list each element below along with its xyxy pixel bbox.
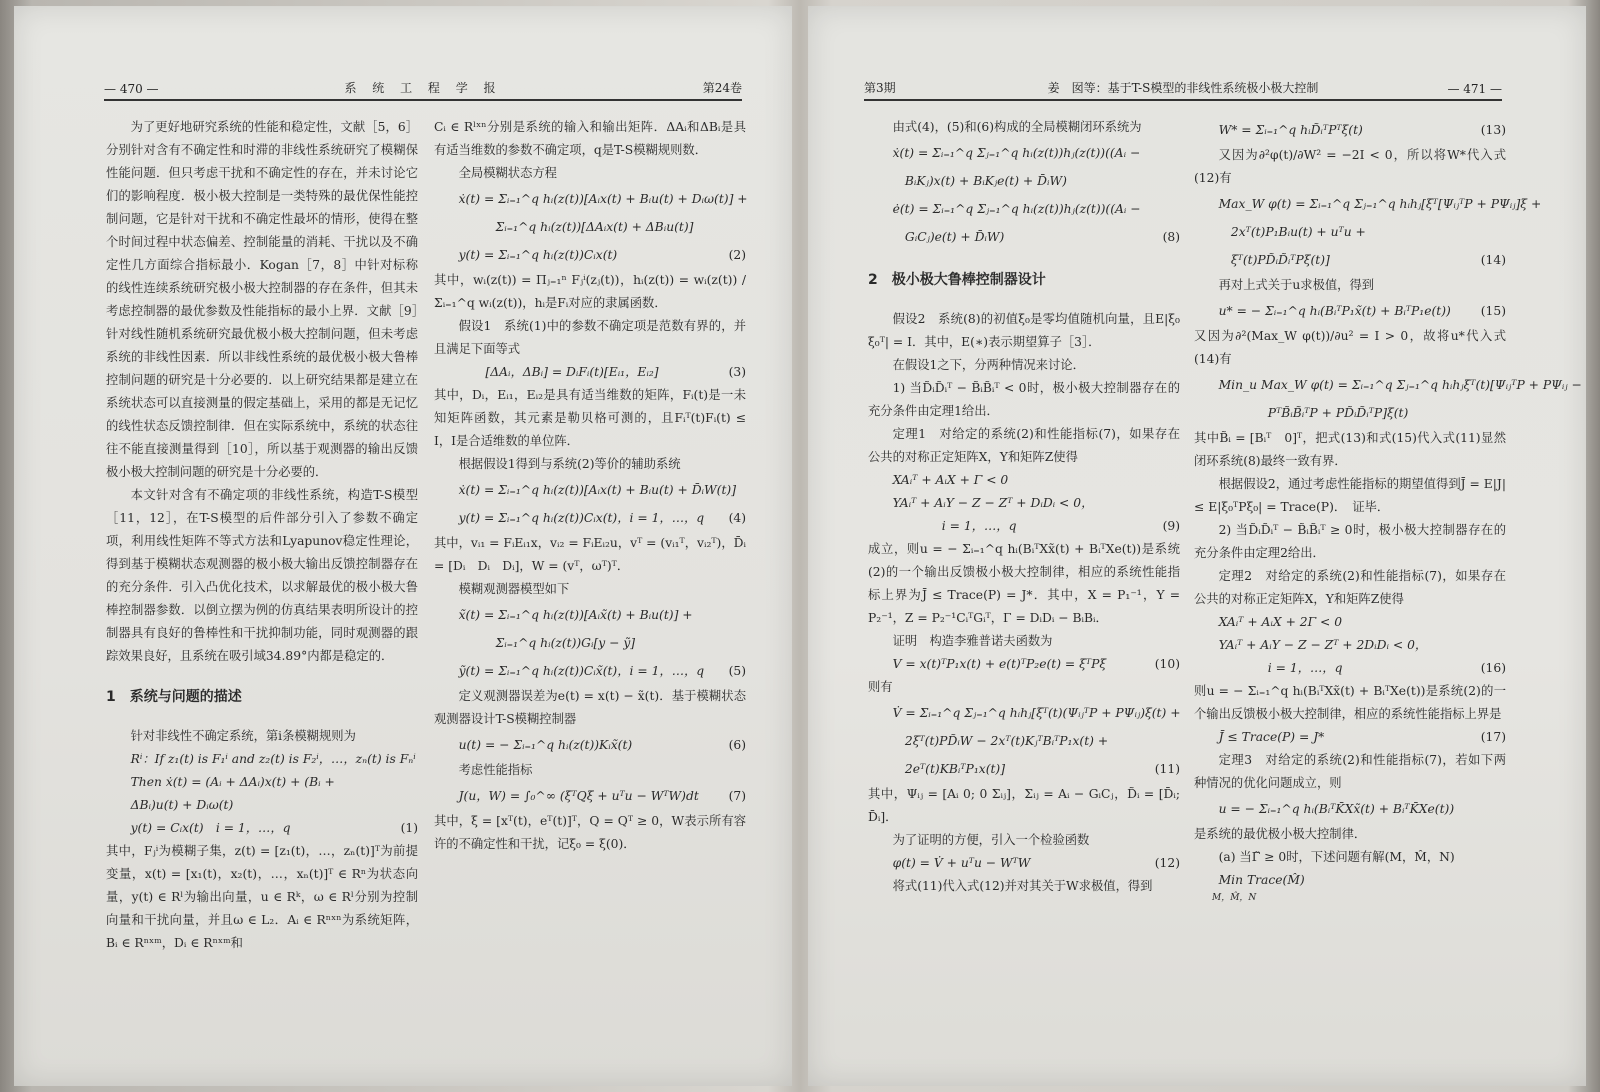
theorem: 定理3 对给定的系统(2)和性能指标(7)，若如下两种情况的优化问题成立，则 xyxy=(1194,753,1506,790)
equation: YAᵢᵀ + AᵢY − Z − Zᵀ + DᵢDᵢ < 0， xyxy=(892,496,1094,510)
paragraph: 1) 当D̃ᵢD̃ᵢᵀ − B̃ᵢB̃ᵢᵀ < 0时，极小极大控制器存在的充分条件由定理1给出． xyxy=(868,381,1180,418)
equation-body: W* = Σᵢ₌₁^q hᵢD̃ᵢᵀPᵀξ(t) xyxy=(1218,123,1363,137)
left-page-number: — 470 — xyxy=(104,82,159,96)
equation-body: y(t) = Σᵢ₌₁^q hᵢ(z(t))Cᵢx(t)，i = 1，…，q xyxy=(458,511,705,525)
equation-body: GᵢCⱼ)e(t) + D̄ᵢW) xyxy=(904,230,1005,244)
left-page-column-1 xyxy=(106,116,418,955)
equation-number: (9) xyxy=(1162,519,1180,533)
equation-body: φ(t) = V̇ + uᵀu − WᵀW xyxy=(892,856,1031,870)
paragraph: 成立，则u = − Σᵢ₌₁^q hᵢ(BᵢᵀXx̃(t) + BᵢᵀXe(t))是系统(2)的一个输出反馈极小极大控制律，相应的系统性能指标上界为J̄ ≤ Trace(P) = J*．其中，X = P₁⁻¹，Y = P₂⁻¹，Z = P₂⁻¹CᵢᵀGᵢᵀ，Γ = DᵢDᵢ − BᵢBᵢ． xyxy=(868,542,1180,625)
paragraph: 其中B̃ᵢ = [Bᵢᵀ 0]ᵀ，把式(13)和式(15)代入式(11)显然闭环系统(8)最终一致有界． xyxy=(1194,431,1506,468)
paragraph: 为了更好地研究系统的性能和稳定性，文献［5，6］分别针对含有不确定性和时滞的非线性系统研究了模糊保性能问题．但只考虑干扰和不确定性的存在，并未讨论它们的影响程度．极小极大控制是一类特殊的最优保性能控制问题，它是针对干扰和不确定性最坏的情形，使得在整个时间过程中状态偏差、控制能量的消耗、干扰以及不确定性几方面综合指标最小．Kogan［7，8］中针对标称的线性连续系统研究极小极大控制器的存在条件，但其未考虑控制器的最优参数及性能指标的最小上界．文献［9］针对线性随机系统研究最优极小极大控制问题，但未考虑系统的非线性因素．所以非线性系统的最优极小极大鲁棒控制问题的研究是十分必要的．以上研究结果都是建立在系统状态可以直接测量的假定基础上，采用的都是无记忆的线性状态反馈控制律．但在实际系统中，系统的状态往往不能直接测量得到［10］，所以基于观测器的输出反馈极小极大控制问题的研究是十分必要的． xyxy=(106,120,418,479)
equation-body: y(t) = Σᵢ₌₁^q hᵢ(z(t))Cᵢx(t) xyxy=(458,248,618,262)
paragraph: 根据假设1得到与系统(2)等价的辅助系统 xyxy=(458,457,681,471)
right-page-column-1 xyxy=(868,116,1193,898)
paragraph: 根据假设2，通过考虑性能指标的期望值得到J̄ = E|J| ≤ E|ξ₀ᵀPξ₀| = Trace(P)． 证毕． xyxy=(1194,477,1506,514)
equation-body: V = x(t)ᵀP₁x(t) + e(t)ᵀP₂e(t) = ξᵀPξ xyxy=(892,657,1107,671)
equation: XAᵢᵀ + AᵢX + Γ < 0 xyxy=(892,473,1009,487)
right-page-column-2 xyxy=(1194,116,1582,904)
equation-body: u* = − Σᵢ₌₁^q hᵢ(BᵢᵀP₁x̃(t) + BᵢᵀP₁e(t)) xyxy=(1218,304,1451,318)
volume-label: 第24卷 xyxy=(702,81,742,95)
equation-body: y(t) = Cᵢx(t) i = 1，…，q xyxy=(130,821,291,835)
equation: XAᵢᵀ + AᵢX + 2Γ < 0 xyxy=(1218,615,1343,629)
right-page-number: — 471 — xyxy=(1447,82,1502,96)
paragraph: 其中，vᵢ₁ = FᵢEᵢ₁x，vᵢ₂ = FᵢEᵢ₂u，vᵀ = (vᵢ₁ᵀ，vᵢ₂ᵀ)，D̄ᵢ = [Dᵢ Dᵢ Dᵢ]，W = (vᵀ，ωᵀ)ᵀ． xyxy=(434,536,746,573)
equation-body: i = 1，…，q xyxy=(1267,661,1343,675)
equation-body: J̄ ≤ Trace(P) = J* xyxy=(1218,730,1325,744)
equation xyxy=(1194,297,1506,325)
paragraph: 则u = − Σᵢ₌₁^q hᵢ(BᵢᵀXx̃(t) + BᵢᵀXe(t))是系统(2)的一个输出反馈极小极大控制律，相应的系统性能指标上界是 xyxy=(1194,684,1506,721)
equation-number: (13) xyxy=(1480,123,1506,137)
left-page-column-2 xyxy=(434,116,746,856)
equation-number: (14) xyxy=(1480,253,1506,267)
paragraph: 定义观测器误差为e(t) = x(t) − x̃(t)．基于模糊状态观测器设计T-S模糊控制器 xyxy=(434,689,746,726)
equation xyxy=(434,731,746,759)
left-running-header xyxy=(104,78,742,101)
equation xyxy=(1194,726,1506,749)
equation-number: (12) xyxy=(1154,856,1180,870)
equation xyxy=(868,653,1180,676)
equation-number: (16) xyxy=(1480,661,1506,675)
paragraph: 2) 当D̃ᵢD̃ᵢᵀ − B̃ᵢB̃ᵢᵀ ≥ 0时，极小极大控制器存在的充分条件由定理2给出． xyxy=(1194,523,1506,560)
equation-body: J(u，W) = ∫₀^∞ (ξᵀQξ + uᵀu − WᵀW)dt xyxy=(458,789,699,803)
paragraph: 模糊观测器模型如下 xyxy=(458,582,570,596)
equation: YAᵢᵀ + AᵢY − Z − Zᵀ + 2DᵢDᵢ < 0， xyxy=(1218,638,1428,652)
equation xyxy=(106,817,418,840)
equation-body: [ΔAᵢ，ΔBᵢ] = DᵢFᵢ(t)[Eᵢ₁，Eᵢ₂] xyxy=(485,365,659,379)
equation xyxy=(1194,116,1506,144)
equation-number: (15) xyxy=(1480,304,1506,318)
equation: ẋ(t) = Σᵢ₌₁^q hᵢ(z(t))[Aᵢx(t) + Bᵢu(t) + Dᵢω(t)] + xyxy=(458,192,748,206)
equation-number: (3) xyxy=(728,365,746,379)
paragraph: 其中，Dᵢ，Eᵢ₁，Eᵢ₂是具有适当维数的矩阵，Fᵢ(t)是一未知矩阵函数，其元素是勒贝格可测的，且Fᵢᵀ(t)Fᵢ(t) ≤ I，I是合适维数的单位阵． xyxy=(434,388,746,448)
equation: BᵢKⱼ)x(t) + BᵢKⱼe(t) + D̄ᵢW) xyxy=(904,174,1067,188)
paragraph: 为了证明的方便，引入一个检验函数 xyxy=(892,833,1090,847)
theorem: 定理1 对给定的系统(2)和性能指标(7)，如果存在公共的对称正定矩阵X，Y和矩阵Z使得 xyxy=(868,427,1180,464)
equation-body: i = 1，…，q xyxy=(941,519,1017,533)
paragraph: 由式(4)，(5)和(6)构成的全局模糊闭环系统为 xyxy=(892,120,1142,134)
journal-title: 系 统 工 程 学 报 xyxy=(344,81,502,95)
equation-number: (5) xyxy=(728,664,746,678)
paragraph: 则有 xyxy=(868,680,893,694)
paragraph: 针对非线性不确定系统，第i条模糊规则为 xyxy=(130,729,356,743)
equation: Min Trace(M̂) xyxy=(1218,873,1305,887)
paragraph: 其中，Fⱼⁱ为模糊子集，z(t) = [z₁(t)，…，zₙ(t)]ᵀ为前提变量，x(t) = [x₁(t)，x₂(t)，…，xₙ(t)]ᵀ ∈ Rⁿ为状态向量，y(t) ∈ Rˡ为输出向量，u ∈ Rᵏ，ω ∈ Rˡ分别为控制向量和干扰向量，并且ω ∈ L₂．Aᵢ ∈ Rⁿˣⁿ为系统矩阵，Bᵢ ∈ Rⁿˣᵐ，Dᵢ ∈ Rⁿˣᵐ和 xyxy=(106,844,418,950)
equation-body: ξᵀ(t)PD̃ᵢD̃ᵢᵀPξ(t)] xyxy=(1230,253,1330,267)
equation: u = − Σᵢ₌₁^q hᵢ(BᵢᵀK̄Xx̃(t) + BᵢᵀK̄Xe(t)) xyxy=(1218,802,1455,816)
equation-body: 2eᵀ(t)KBᵢᵀP₁x(t)] xyxy=(904,762,1006,776)
equation xyxy=(434,504,746,532)
paragraph: 将式(11)代入式(12)并对其关于W求极值，得到 xyxy=(892,879,1153,893)
equation xyxy=(868,223,1180,251)
equation-number: (6) xyxy=(728,738,746,752)
paragraph: 本文针对含有不确定项的非线性系统，构造T-S模型［11，12］，在T-S模型的后件部分引入了参数不确定项，利用线性矩阵不等式方法和Lyapunov稳定性理论，得到基于模糊状态观测器的极小极大输出反馈控制器存在的充分条件．引入凸优化技术，以求解最优的极小极大鲁棒控制器参数．以倒立摆为例的仿真结果表明所设计的控制器具有良好的鲁棒性和干扰抑制功能，同时观测器的跟踪效果良好，且系统在吸引域34.89°内都是稳定的． xyxy=(106,488,418,663)
paragraph: 是系统的最优极小极大控制律． xyxy=(1194,827,1367,841)
equation: Max_W φ(t) = Σᵢ₌₁^q Σⱼ₌₁^q hᵢhⱼ[ξᵀ[ΨᵢⱼᵀP + PΨᵢⱼ]ξ + xyxy=(1218,197,1542,211)
proof: 证明 构造李雅普诺夫函数为 xyxy=(892,634,1053,648)
equation-subscript: M，M̂，N xyxy=(1212,893,1257,903)
equation: 2xᵀ(t)P₁Bᵢu(t) + uᵀu + xyxy=(1230,225,1366,239)
right-running-header xyxy=(864,78,1502,101)
theorem: 定理2 对给定的系统(2)和性能指标(7)，如果存在公共的对称正定矩阵X，Y和矩阵Z使得 xyxy=(1194,569,1506,606)
paragraph: 其中，ξ = [xᵀ(t)，eᵀ(t)]ᵀ，Q = Qᵀ ≥ 0，W表示所有容许的不确定性和干扰，记ξ₀ = ξ(0)． xyxy=(434,814,746,851)
paragraph: 又因为∂²φ(t)/∂W² = −2I < 0，所以将W*代入式(12)有 xyxy=(1194,148,1506,185)
equation-number: (1) xyxy=(400,821,418,835)
equation: ẋ(t) = Σᵢ₌₁^q Σⱼ₌₁^q hᵢ(z(t))hⱼ(z(t))((Aᵢ − xyxy=(892,146,1141,160)
equation xyxy=(1194,246,1506,274)
article-running-title: 姜 囡等：基于T-S模型的非线性系统极小极大控制 xyxy=(1047,81,1319,95)
equation xyxy=(868,852,1180,875)
paragraph: (a) 当Γ̃ ≥ 0时，下述问题有解(M，M̂，N) xyxy=(1218,850,1455,864)
equation-number: (7) xyxy=(728,789,746,803)
left-page xyxy=(14,6,792,1086)
equation xyxy=(1194,657,1506,680)
paragraph: 其中，Ψᵢⱼ = [Aᵢ 0; 0 Σᵢⱼ]，Σᵢⱼ = Aᵢ − GᵢCⱼ，D̃ᵢ = [D̄ᵢ; D̄ᵢ]． xyxy=(868,787,1180,824)
equation: PᵀB̃ᵢB̃ᵢᵀP + PD̃ᵢD̃ᵢᵀP]ξ(t) xyxy=(1267,406,1409,420)
equation: ė(t) = Σᵢ₌₁^q Σⱼ₌₁^q hᵢ(z(t))hⱼ(z(t))((Aᵢ − xyxy=(892,202,1141,216)
paragraph: 在假设1之下，分两种情况来讨论． xyxy=(892,358,1085,372)
equation xyxy=(868,755,1180,783)
section-heading: 1 系统与问题的描述 xyxy=(106,689,242,705)
equation: Σᵢ₌₁^q hᵢ(z(t))[ΔAᵢx(t) + ΔBᵢu(t)] xyxy=(495,220,694,234)
equation xyxy=(434,782,746,810)
equation: ẋ(t) = Σᵢ₌₁^q hᵢ(z(t))[Aᵢx(t) + Bᵢu(t) + D̄ᵢW(t)] xyxy=(458,483,737,497)
paragraph: 其中，wᵢ(z(t)) = Πⱼ₌₁ⁿ Fⱼⁱ(zⱼ(t))，hᵢ(z(t)) = wᵢ(z(t)) / Σᵢ₌₁^q wᵢ(z(t))，hᵢ是Fᵢ对应的隶属函数． xyxy=(434,273,746,310)
equation: Then ẋ(t) = (Aᵢ + ΔAᵢ)x(t) + (Bᵢ + ΔBᵢ)u(t) + Dᵢω(t) xyxy=(130,775,335,812)
equation-number: (17) xyxy=(1480,730,1506,744)
equation-body: u(t) = − Σᵢ₌₁^q hᵢ(z(t))Kᵢx̃(t) xyxy=(458,738,633,752)
equation: Min_u Max_W φ(t) = Σᵢ₌₁^q Σⱼ₌₁^q hᵢhⱼξᵀ(t)[ΨᵢⱼᵀP + PΨᵢⱼ − xyxy=(1218,378,1582,392)
equation: 2ξᵀ(t)PD̃ᵢW − 2xᵀ(t)KⱼᵀBᵢᵀP₁x(t) + xyxy=(904,734,1109,748)
equation: Σᵢ₌₁^q hᵢ(z(t))Gᵢ[y − ỹ] xyxy=(495,636,636,650)
section-heading: 2 极小极大鲁棒控制器设计 xyxy=(868,272,1046,288)
paragraph: Cᵢ ∈ Rˡˣⁿ分别是系统的输入和输出矩阵．ΔAᵢ和ΔBᵢ是具有适当维数的参数不确定项，q是T-S模糊规则数． xyxy=(434,120,746,157)
equation-number: (10) xyxy=(1154,657,1180,671)
equation-number: (11) xyxy=(1154,762,1180,776)
equation: Rⁱ：If z₁(t) is F₁ⁱ and z₂(t) is F₂ⁱ，…，zₙ(t) is Fₙⁱ xyxy=(130,752,416,766)
paragraph: 全局模糊状态方程 xyxy=(458,166,557,180)
paragraph: 再对上式关于u求极值，得到 xyxy=(1218,278,1375,292)
equation xyxy=(434,241,746,269)
hypothesis: 假设1 系统(1)中的参数不确定项是范数有界的，并且满足下面等式 xyxy=(434,319,746,356)
equation-body: ỹ(t) = Σᵢ₌₁^q hᵢ(z(t))Cᵢx̃(t)，i = 1，…，q xyxy=(458,664,705,678)
equation: V̇ = Σᵢ₌₁^q Σⱼ₌₁^q hᵢhⱼ[ξᵀ(t)(ΨᵢⱼᵀP + PΨᵢⱼ)ξ(t) + xyxy=(892,706,1181,720)
equation xyxy=(434,657,746,685)
hypothesis: 假设2 系统(8)的初值ξ₀是零均值随机向量，且E|ξ₀ ξ₀ᵀ| = I．其中，E(∗)表示期望算子［3］． xyxy=(868,312,1193,349)
equation-number: (2) xyxy=(728,248,746,262)
right-page xyxy=(808,6,1586,1086)
paragraph: 考虑性能指标 xyxy=(458,763,533,777)
equation-number: (4) xyxy=(728,511,746,525)
equation-number: (8) xyxy=(1162,230,1180,244)
issue-label: 第3期 xyxy=(864,81,896,95)
equation xyxy=(868,515,1180,538)
equation: x̃(t) = Σᵢ₌₁^q hᵢ(z(t))[Aᵢx̃(t) + Bᵢu(t)] + xyxy=(458,608,693,622)
equation xyxy=(434,361,746,384)
paragraph: 又因为∂²(Max_W φ(t))/∂u² = I > 0，故将u*代入式(14)有 xyxy=(1194,329,1506,366)
